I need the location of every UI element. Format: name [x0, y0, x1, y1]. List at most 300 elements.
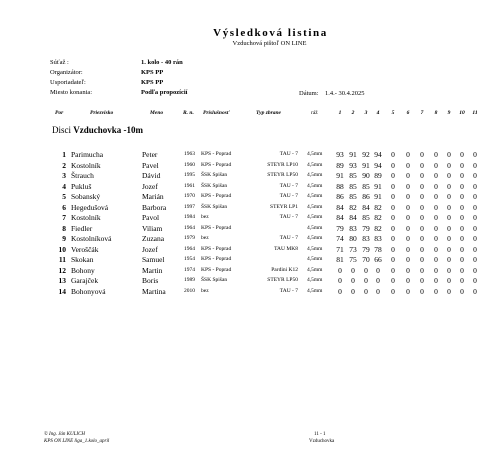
info-label-organizer: Organizátor: — [50, 69, 83, 76]
cell-series-8: 0 — [434, 286, 438, 296]
cell-series-4: 89 — [374, 171, 382, 180]
info-label-venue: Miesto konania: — [50, 89, 93, 96]
cell-series-8: 0 — [434, 265, 438, 275]
cell-series-4: 94 — [374, 150, 382, 159]
document-title: Výsledková listina — [213, 27, 328, 39]
cell-series-10: 0 — [460, 244, 464, 254]
cell-series-7: 0 — [420, 171, 424, 180]
cell-series-6: 0 — [406, 160, 410, 170]
cell-weapon: TAU - 7 — [279, 235, 298, 241]
cell-series-1: 93 — [336, 150, 344, 159]
cell-series-4: 91 — [374, 192, 382, 201]
cell-birth-year: 1995 — [184, 172, 195, 178]
cell-rank: 8 — [62, 223, 66, 233]
cell-weapon: TAU - 7 — [279, 151, 298, 157]
cell-series-5: 0 — [391, 171, 395, 180]
cell-rank: 7 — [62, 213, 66, 222]
cell-rank: 5 — [62, 192, 66, 201]
cell-series-2: 93 — [349, 160, 357, 170]
cell-series-7: 0 — [420, 160, 424, 170]
cell-name: Martin — [142, 265, 163, 275]
cell-series-10: 0 — [460, 150, 464, 159]
cell-caliber: 4,5mm — [307, 266, 323, 273]
cell-series-5: 0 — [391, 234, 395, 243]
cell-series-8: 0 — [434, 160, 438, 170]
cell-series-8: 0 — [434, 150, 438, 159]
cell-series-3: 86 — [362, 192, 370, 201]
table-row — [0, 245, 479, 256]
cell-series-10: 0 — [460, 265, 464, 275]
header-priezvisko: Priezvisko — [90, 110, 114, 116]
cell-series-1: 74 — [336, 234, 344, 243]
cell-birth-year: 1963 — [184, 151, 195, 157]
cell-caliber: 4,5mm — [307, 172, 323, 178]
cell-series-4: 0 — [376, 286, 380, 296]
table-row — [0, 171, 479, 182]
table-row — [0, 161, 479, 172]
cell-series-10: 0 — [460, 255, 464, 264]
cell-series-5: 0 — [391, 181, 395, 191]
cell-birth-year: 1984 — [184, 214, 195, 220]
cell-series-2: 0 — [351, 265, 355, 275]
cell-club: ŠSK Spišan — [201, 203, 228, 210]
cell-name: Boris — [142, 276, 159, 285]
info-value-host: KPS PP — [141, 79, 164, 86]
cell-series-10: 0 — [460, 181, 464, 191]
cell-series-8: 0 — [434, 181, 438, 191]
cell-series-1: 84 — [336, 202, 344, 212]
cell-series-11: 0 — [473, 244, 477, 254]
cell-birth-year: 1989 — [184, 277, 195, 283]
cell-caliber: 4,5mm — [307, 161, 323, 168]
table-row — [0, 192, 479, 203]
footer-author: © Ing. Ján KULICH — [44, 432, 86, 437]
cell-series-6: 0 — [406, 265, 410, 275]
cell-surname: Bohonyová — [71, 286, 106, 296]
cell-name: Barbora — [142, 202, 167, 212]
cell-series-9: 0 — [447, 213, 451, 222]
cell-weapon: TAU - 7 — [279, 287, 298, 294]
header-meno: Meno — [150, 110, 164, 116]
cell-rank: 6 — [62, 202, 66, 212]
cell-series-11: 0 — [473, 265, 477, 275]
cell-name: Jozef — [142, 181, 158, 191]
cell-series-1: 0 — [338, 286, 342, 296]
cell-series-11: 0 — [473, 213, 477, 222]
cell-series-7: 0 — [420, 234, 424, 243]
cell-series-7: 0 — [420, 255, 424, 264]
cell-surname: Štrauch — [71, 171, 94, 180]
cell-club: ŠSK Spišan — [201, 172, 228, 178]
cell-surname: Bohony — [71, 265, 95, 275]
cell-surname: Kostolník — [71, 160, 101, 170]
cell-surname: Pukluš — [71, 181, 92, 191]
table-row — [0, 182, 479, 193]
cell-series-7: 0 — [420, 150, 424, 159]
cell-birth-year: 2010 — [184, 287, 195, 294]
cell-name: Pavel — [142, 160, 159, 170]
cell-series-10: 0 — [460, 234, 464, 243]
cell-caliber: 4,5mm — [307, 182, 323, 189]
cell-rank: 14 — [58, 286, 66, 296]
info-label-host: Usporiadateľ: — [50, 79, 86, 86]
cell-series-10: 0 — [460, 213, 464, 222]
cell-series-6: 0 — [406, 286, 410, 296]
cell-series-6: 0 — [406, 150, 410, 159]
cell-club: KPS - Poprad — [201, 161, 232, 168]
cell-name: Zuzana — [142, 234, 165, 243]
header-prislusnost: Príslušnosť — [203, 110, 230, 116]
cell-name: Peter — [142, 150, 158, 159]
discipline-name: Vzduchovka -10m — [73, 125, 144, 135]
header-rn: R. n. — [183, 110, 194, 116]
cell-weapon: TAU - 7 — [279, 193, 298, 199]
cell-series-10: 0 — [460, 171, 464, 180]
cell-caliber: 4,5mm — [307, 224, 323, 231]
cell-series-8: 0 — [434, 213, 438, 222]
cell-series-3: 84 — [362, 202, 370, 212]
cell-rank: 11 — [58, 255, 66, 264]
cell-series-2: 84 — [349, 213, 357, 222]
cell-club: KPS - Poprad — [201, 193, 232, 199]
cell-series-6: 0 — [406, 223, 410, 233]
cell-series-9: 0 — [447, 160, 451, 170]
cell-caliber: 4,5mm — [307, 151, 323, 157]
cell-series-3: 0 — [364, 276, 368, 285]
cell-series-1: 0 — [338, 276, 342, 285]
cell-series-3: 90 — [362, 171, 370, 180]
cell-series-4: 82 — [374, 223, 382, 233]
cell-series-7: 0 — [420, 192, 424, 201]
cell-weapon: STEYR LP10 — [267, 161, 298, 168]
cell-series-3: 85 — [362, 181, 370, 191]
date-value: 1.4.- 30.4.2025 — [325, 90, 365, 97]
table-row — [0, 266, 479, 277]
cell-weapon: STEYR LP1 — [270, 203, 298, 210]
cell-series-11: 0 — [473, 192, 477, 201]
cell-series-3: 70 — [362, 255, 370, 264]
cell-series-6: 0 — [406, 276, 410, 285]
cell-series-5: 0 — [391, 265, 395, 275]
footer-sheet: Vzduchovka — [309, 439, 335, 444]
cell-series-3: 79 — [362, 223, 370, 233]
cell-series-4: 0 — [376, 276, 380, 285]
cell-series-5: 0 — [391, 202, 395, 212]
cell-name: Dávid — [142, 171, 161, 180]
cell-series-10: 0 — [460, 202, 464, 212]
cell-series-8: 0 — [434, 234, 438, 243]
info-label-competition: Súťaž : — [50, 59, 69, 66]
cell-series-3: 79 — [362, 244, 370, 254]
cell-series-6: 0 — [406, 202, 410, 212]
cell-series-6: 0 — [406, 255, 410, 264]
cell-series-8: 0 — [434, 276, 438, 285]
cell-club: KPS - Poprad — [201, 266, 232, 273]
cell-series-7: 0 — [420, 276, 424, 285]
cell-series-11: 0 — [473, 276, 477, 285]
cell-caliber: 4,5mm — [307, 287, 323, 294]
header-typ: Typ zbrane — [256, 110, 282, 116]
cell-series-4: 91 — [374, 181, 382, 191]
cell-series-7: 0 — [420, 202, 424, 212]
cell-series-9: 0 — [447, 276, 451, 285]
cell-series-9: 0 — [447, 234, 451, 243]
cell-weapon: TAU - 7 — [279, 182, 298, 189]
cell-birth-year: 1964 — [184, 245, 195, 252]
cell-club: bez — [201, 214, 209, 220]
cell-series-5: 0 — [391, 286, 395, 296]
cell-series-6: 0 — [406, 234, 410, 243]
cell-series-6: 0 — [406, 171, 410, 180]
cell-birth-year: 1964 — [184, 224, 195, 231]
cell-weapon: TAU - 7 — [279, 214, 298, 220]
cell-series-3: 85 — [362, 213, 370, 222]
cell-name: Martina — [142, 286, 166, 296]
info-value-competition: 1. kolo - 40 rán — [141, 59, 183, 66]
cell-series-9: 0 — [447, 202, 451, 212]
date-label: Dátum: — [299, 90, 319, 97]
header-series-6: 6 — [406, 110, 410, 116]
cell-series-2: 85 — [349, 192, 357, 201]
header-series-2: 2 — [351, 110, 355, 116]
cell-name: Pavol — [142, 213, 160, 222]
cell-series-11: 0 — [473, 150, 477, 159]
cell-club: KPS - Poprad — [201, 151, 232, 157]
cell-caliber: 4,5mm — [307, 203, 323, 210]
cell-series-5: 0 — [391, 244, 395, 254]
discipline-title — [52, 125, 143, 135]
cell-series-4: 82 — [374, 213, 382, 222]
cell-series-6: 0 — [406, 213, 410, 222]
cell-series-5: 0 — [391, 255, 395, 264]
cell-rank: 13 — [58, 276, 66, 285]
cell-caliber: 4,5mm — [307, 193, 323, 199]
cell-series-3: 92 — [362, 150, 370, 159]
cell-series-9: 0 — [447, 192, 451, 201]
table-row — [0, 276, 479, 287]
cell-birth-year: 1974 — [184, 266, 195, 273]
header-series-1: 1 — [338, 110, 342, 116]
cell-rank: 12 — [58, 265, 66, 275]
cell-birth-year: 1961 — [184, 182, 195, 189]
cell-birth-year: 1954 — [184, 256, 195, 262]
cell-series-1: 89 — [336, 160, 344, 170]
cell-birth-year: 1970 — [184, 193, 195, 199]
cell-series-9: 0 — [447, 171, 451, 180]
header-series-7: 7 — [420, 110, 424, 116]
cell-series-8: 0 — [434, 255, 438, 264]
cell-club: KPS - Poprad — [201, 224, 232, 231]
cell-birth-year: 1960 — [184, 161, 195, 168]
cell-rank: 1 — [62, 150, 66, 159]
cell-birth-year: 1997 — [184, 203, 195, 210]
cell-series-3: 83 — [362, 234, 370, 243]
cell-series-5: 0 — [391, 213, 395, 222]
cell-series-7: 0 — [420, 244, 424, 254]
header-raz: ráž — [311, 110, 318, 116]
cell-series-2: 82 — [349, 202, 357, 212]
cell-series-9: 0 — [447, 265, 451, 275]
cell-series-9: 0 — [447, 150, 451, 159]
cell-series-6: 0 — [406, 181, 410, 191]
cell-series-11: 0 — [473, 202, 477, 212]
cell-series-4: 82 — [374, 202, 382, 212]
cell-series-11: 0 — [473, 255, 477, 264]
cell-rank: 2 — [62, 160, 66, 170]
cell-series-1: 88 — [336, 181, 344, 191]
cell-series-10: 0 — [460, 286, 464, 296]
cell-caliber: 4,5mm — [307, 245, 323, 252]
cell-surname: Garajček — [71, 276, 99, 285]
document-subtitle: Vzduchová pištoľ ON LINE — [232, 40, 307, 47]
header-series-11: 11 — [472, 110, 478, 116]
cell-series-1: 0 — [338, 265, 342, 275]
cell-series-6: 0 — [406, 192, 410, 201]
discipline-prefix: Disci — [52, 125, 71, 135]
cell-series-1: 81 — [336, 255, 344, 264]
cell-series-9: 0 — [447, 181, 451, 191]
cell-series-4: 0 — [376, 265, 380, 275]
cell-rank: 9 — [62, 234, 66, 243]
cell-name: Jozef — [142, 244, 158, 254]
cell-series-4: 78 — [374, 244, 382, 254]
cell-surname: Skokan — [71, 255, 94, 264]
cell-series-1: 71 — [336, 244, 344, 254]
cell-club: bez — [201, 235, 209, 241]
cell-series-5: 0 — [391, 150, 395, 159]
cell-series-11: 0 — [473, 234, 477, 243]
header-series-5: 5 — [391, 110, 395, 116]
footer-page: 11 - 1 — [314, 432, 326, 437]
cell-series-8: 0 — [434, 192, 438, 201]
cell-series-11: 0 — [473, 160, 477, 170]
cell-club: KPS - Poprad — [201, 256, 232, 262]
cell-series-8: 0 — [434, 244, 438, 254]
header-series-8: 8 — [434, 110, 438, 116]
table-row — [0, 234, 479, 245]
info-value-organizer: KPS PP — [141, 69, 164, 76]
cell-series-10: 0 — [460, 192, 464, 201]
cell-series-8: 0 — [434, 223, 438, 233]
cell-name: Samuel — [142, 255, 165, 264]
cell-series-7: 0 — [420, 181, 424, 191]
cell-surname: Fiedler — [71, 223, 93, 233]
cell-series-11: 0 — [473, 181, 477, 191]
cell-series-9: 0 — [447, 244, 451, 254]
header-series-10: 10 — [459, 110, 465, 116]
cell-series-2: 83 — [349, 223, 357, 233]
cell-rank: 3 — [62, 171, 66, 180]
cell-series-4: 94 — [374, 160, 382, 170]
cell-series-3: 91 — [362, 160, 370, 170]
cell-caliber: 4,5mm — [307, 277, 323, 283]
footer-filename: KPS ON LINE liga_1.kolo_april — [44, 439, 110, 444]
cell-series-11: 0 — [473, 171, 477, 180]
cell-series-2: 85 — [349, 171, 357, 180]
cell-series-7: 0 — [420, 265, 424, 275]
cell-weapon: Pardini K12 — [271, 266, 298, 273]
cell-surname: Sobanský — [71, 192, 101, 201]
table-row — [0, 287, 479, 298]
cell-caliber: 4,5mm — [307, 214, 323, 220]
cell-name: Marián — [142, 192, 164, 201]
cell-series-11: 0 — [473, 286, 477, 296]
cell-surname: Hegedušová — [71, 202, 109, 212]
cell-surname: Kostolníková — [71, 234, 112, 243]
cell-club: KPS - Poprad — [201, 245, 232, 252]
table-row — [0, 213, 479, 224]
cell-series-7: 0 — [420, 223, 424, 233]
cell-name: Viliam — [142, 223, 163, 233]
cell-club: ŠSK Spišan — [201, 277, 228, 283]
cell-series-2: 91 — [349, 150, 357, 159]
table-row — [0, 150, 479, 161]
cell-series-2: 73 — [349, 244, 357, 254]
header-series-3: 3 — [364, 110, 368, 116]
cell-series-2: 85 — [349, 181, 357, 191]
cell-series-8: 0 — [434, 171, 438, 180]
table-row — [0, 224, 479, 235]
header-por: Por — [55, 110, 64, 116]
cell-series-5: 0 — [391, 276, 395, 285]
cell-rank: 10 — [58, 244, 66, 254]
cell-club: ŠSK Spišan — [201, 182, 228, 189]
cell-birth-year: 1979 — [184, 235, 195, 241]
cell-surname: Parimucha — [71, 150, 104, 159]
cell-series-5: 0 — [391, 160, 395, 170]
cell-club: bez — [201, 287, 209, 294]
cell-series-9: 0 — [447, 255, 451, 264]
header-series-9: 9 — [447, 110, 451, 116]
cell-caliber: 4,5mm — [307, 256, 323, 262]
cell-series-9: 0 — [447, 223, 451, 233]
cell-series-2: 0 — [351, 286, 355, 296]
cell-series-10: 0 — [460, 276, 464, 285]
cell-series-10: 0 — [460, 223, 464, 233]
cell-series-3: 0 — [364, 265, 368, 275]
header-series-4: 4 — [376, 110, 380, 116]
cell-series-3: 0 — [364, 286, 368, 296]
cell-series-10: 0 — [460, 160, 464, 170]
cell-series-1: 79 — [336, 223, 344, 233]
cell-series-2: 0 — [351, 276, 355, 285]
cell-series-2: 80 — [349, 234, 357, 243]
cell-series-11: 0 — [473, 223, 477, 233]
cell-surname: Veroščák — [71, 244, 99, 254]
cell-series-5: 0 — [391, 192, 395, 201]
cell-series-9: 0 — [447, 286, 451, 296]
cell-series-4: 66 — [374, 255, 382, 264]
cell-series-1: 84 — [336, 213, 344, 222]
cell-weapon: TAU MK8 — [274, 245, 298, 252]
cell-rank: 4 — [62, 181, 66, 191]
cell-series-1: 86 — [336, 192, 344, 201]
table-row — [0, 203, 479, 214]
cell-series-2: 75 — [349, 255, 357, 264]
cell-caliber: 4,5mm — [307, 235, 323, 241]
cell-series-7: 0 — [420, 213, 424, 222]
cell-weapon: STEYR LP50 — [267, 172, 298, 178]
cell-series-5: 0 — [391, 223, 395, 233]
table-row — [0, 255, 479, 266]
info-value-venue: Podľa propozícií — [141, 89, 188, 96]
cell-series-1: 91 — [336, 171, 344, 180]
cell-series-8: 0 — [434, 202, 438, 212]
cell-weapon: STEYR LP50 — [267, 277, 298, 283]
cell-series-4: 83 — [374, 234, 382, 243]
cell-series-6: 0 — [406, 244, 410, 254]
cell-surname: Kostolník — [71, 213, 101, 222]
